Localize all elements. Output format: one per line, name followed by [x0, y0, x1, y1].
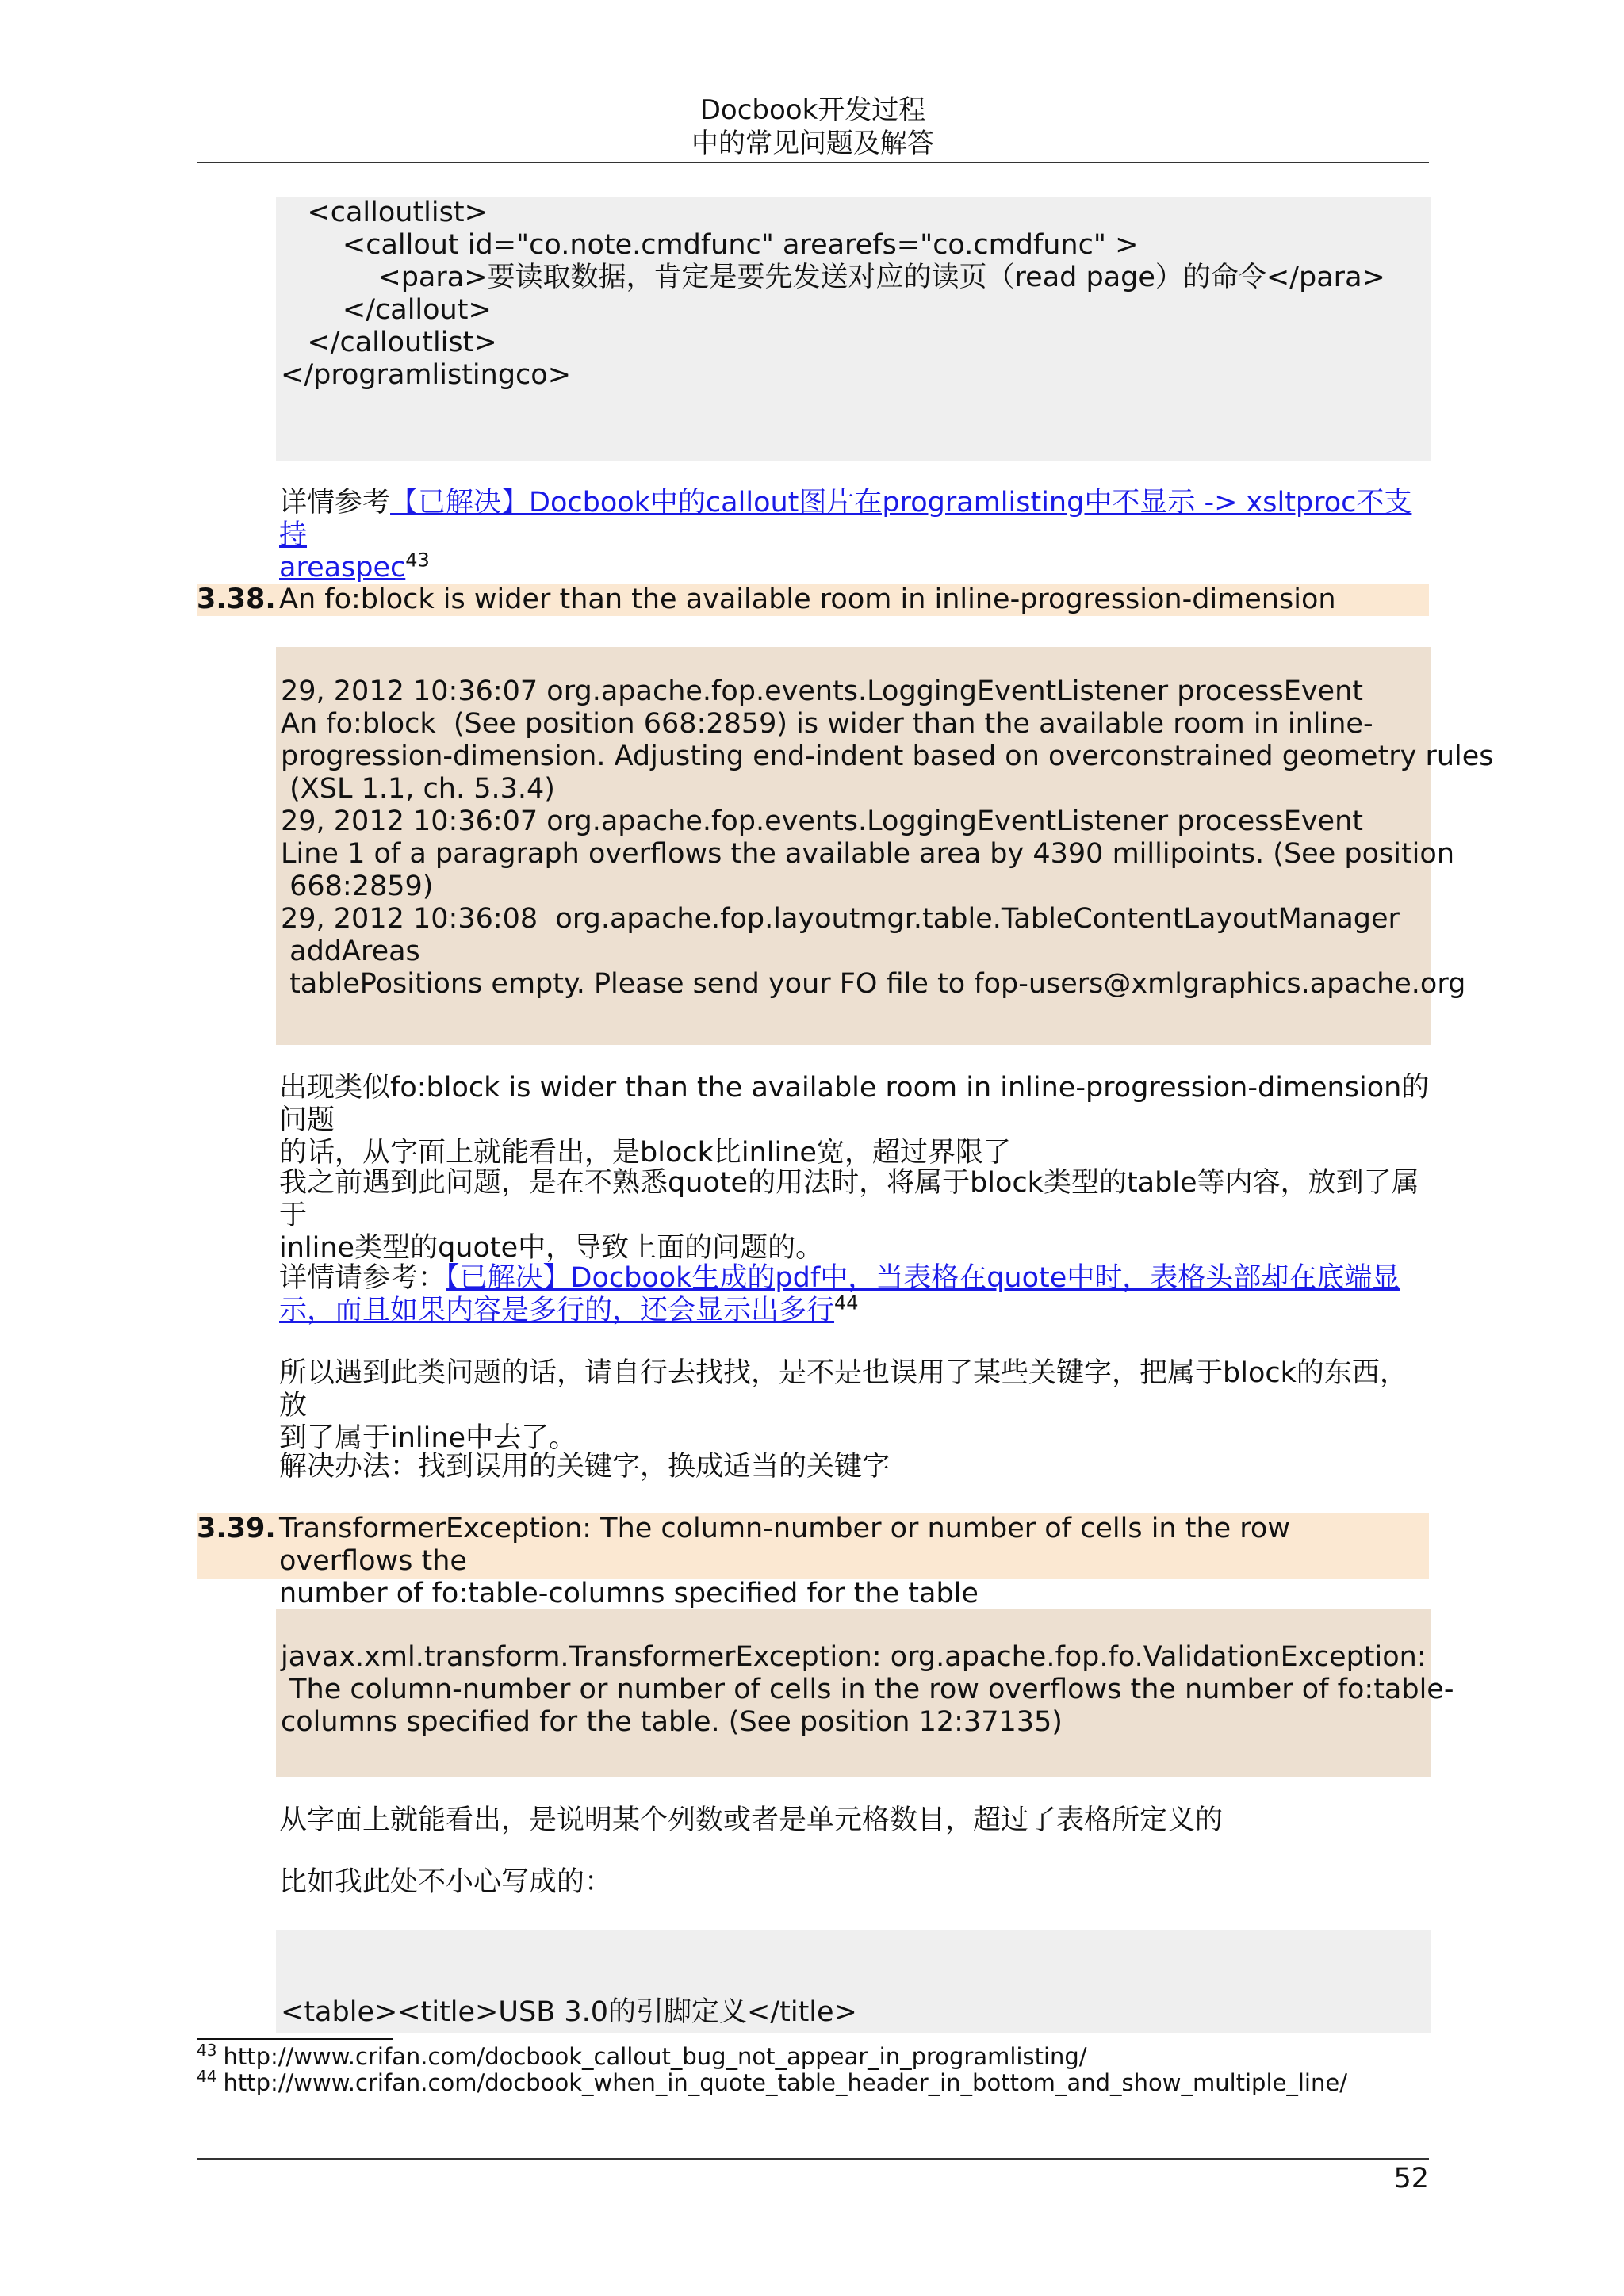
footnote-44: [197, 2067, 1429, 2096]
paragraph-observation: 从字面上就能看出，是说明某个列数或者是单元格数目，超过了表格所定义的: [279, 1804, 1224, 1836]
reference-link-quote-table-cont[interactable]: 示，而且如果内容是多行的，还会显示出多行: [279, 1295, 835, 1326]
footnote-number: 43: [197, 2041, 217, 2061]
header-line-1: Docbook开发过程: [699, 94, 926, 126]
running-header: [197, 94, 1429, 160]
footnote-ref-44[interactable]: 44: [834, 1292, 859, 1314]
log-line: The column-number or number of cells in the row overflows the number of fo:table-: [281, 1674, 1454, 1705]
log-line: tablePositions empty. Please send your FO file to fop-users@xmlgraphics.apache.org: [281, 968, 1466, 1000]
question-number: 3.39.: [197, 1513, 276, 1544]
reference-prefix: 详情参考: [279, 487, 391, 519]
log-line: 29, 2012 10:36:07 org.apache.fop.events.LoggingEventListener processEvent: [281, 806, 1363, 837]
log-line: 29, 2012 10:36:08 org.apache.fop.layoutmgr.table.TableContentLayoutManager: [281, 903, 1400, 935]
footnote-url[interactable]: http://www.crifan.com/docbook_callout_bug_not_appear_in_programlisting/: [223, 2043, 1087, 2070]
log-output-block-2: [276, 1609, 1454, 1777]
code-block-table: [276, 1930, 1431, 2033]
header-rule: [197, 162, 1429, 163]
reference-paragraph-2: [279, 1262, 1431, 1327]
log-line: (XSL 1.1, ch. 5.3.4): [281, 773, 555, 805]
paragraph-example-intro: 比如我此处不小心写成的：: [279, 1866, 613, 1898]
text-line: 所以遇到此类问题的话，请自行去找找，是不是也误用了某些关键字，把属于block的东西，放: [279, 1357, 1408, 1422]
footnote-43: [197, 2041, 1429, 2070]
text-line: 出现类似fo:block is wider than the available room in inline-progression-dimension的问题: [279, 1072, 1430, 1136]
footnote-number: 44: [197, 2067, 217, 2087]
question-title-line: TransformerException: The column-number or number of cells in the row overflows the: [279, 1513, 1290, 1577]
code-line: <para>要读取数据，肯定是要先发送对应的读页（read page）的命令</para>: [281, 262, 1385, 293]
question-heading-3-38: [197, 584, 1429, 616]
code-line: </calloutlist>: [281, 327, 497, 358]
log-line: An fo:block (See position 668:2859) is wider than the available room in inline-: [281, 708, 1373, 740]
page-number: 52: [1393, 2163, 1429, 2195]
log-line: 668:2859): [281, 871, 434, 902]
code-line: <table><title>USB 3.0的引脚定义</title>: [281, 1996, 857, 2028]
reference-link-callout[interactable]: 【已解决】Docbook中的callout图片在programlisting中不显示 -> xsltproc不支持: [279, 487, 1412, 551]
reference-paragraph-1: [279, 487, 1431, 584]
log-line: progression-dimension. Adjusting end-indent based on overconstrained geometry rules: [281, 740, 1494, 772]
code-line: <callout id="co.note.cmdfunc" arearefs="co.cmdfunc" >: [281, 229, 1139, 261]
code-line: </callout>: [281, 294, 492, 326]
paragraph-advice: [279, 1357, 1431, 1455]
log-line: 29, 2012 10:36:07 org.apache.fop.events.LoggingEventListener processEvent: [281, 675, 1363, 707]
log-line: addAreas: [281, 936, 420, 967]
footnote-separator: [197, 2038, 393, 2040]
text-line: 我之前遇到此问题，是在不熟悉quote的用法时，将属于block类型的table等内容，放到了属于: [279, 1167, 1419, 1231]
reference-link-callout-cont[interactable]: areaspec: [279, 552, 406, 584]
text-line: inline类型的quote中，导致上面的问题的。: [279, 1232, 824, 1264]
text-line: 的话，从字面上就能看出，是block比inline宽，超过界限了: [279, 1137, 1011, 1169]
reference-prefix: 详情请参考：: [279, 1262, 446, 1294]
code-block-programlistingco: [276, 197, 1431, 461]
log-line: Line 1 of a paragraph overflows the available area by 4390 millipoints. (See position: [281, 838, 1454, 870]
question-title-line: number of fo:table-columns specified for the table: [279, 1578, 979, 1609]
question-heading-3-39: [197, 1513, 1429, 1609]
question-number: 3.38.: [197, 584, 276, 615]
log-output-block-1: [276, 647, 1494, 1045]
paragraph-cause: [279, 1167, 1431, 1265]
log-line: javax.xml.transform.TransformerException: org.apache.fop.fo.ValidationException:: [281, 1641, 1427, 1673]
footnote-url[interactable]: http://www.crifan.com/docbook_when_in_quote_table_header_in_bottom_and_show_multiple_line/: [223, 2069, 1347, 2096]
footer-rule: [197, 2158, 1429, 2160]
question-title: An fo:block is wider than the available room in inline-progression-dimension: [279, 584, 1336, 615]
paragraph-solution: 解决办法：找到误用的关键字，换成适当的关键字: [279, 1451, 891, 1483]
paragraph-explanation: [279, 1072, 1431, 1169]
code-line: <calloutlist>: [281, 197, 488, 228]
code-line: </programlistingco>: [281, 359, 572, 391]
reference-link-quote-table[interactable]: 【已解决】Docbook生成的pdf中，当表格在quote中时，表格头部却在底端显: [446, 1262, 1400, 1294]
header-line-2: 中的常见问题及解答: [691, 128, 934, 159]
log-line: columns specified for the table. (See position 12:37135): [281, 1706, 1063, 1738]
footnote-ref-43[interactable]: 43: [405, 549, 430, 572]
text-line: 到了属于inline中去了。: [279, 1422, 577, 1454]
